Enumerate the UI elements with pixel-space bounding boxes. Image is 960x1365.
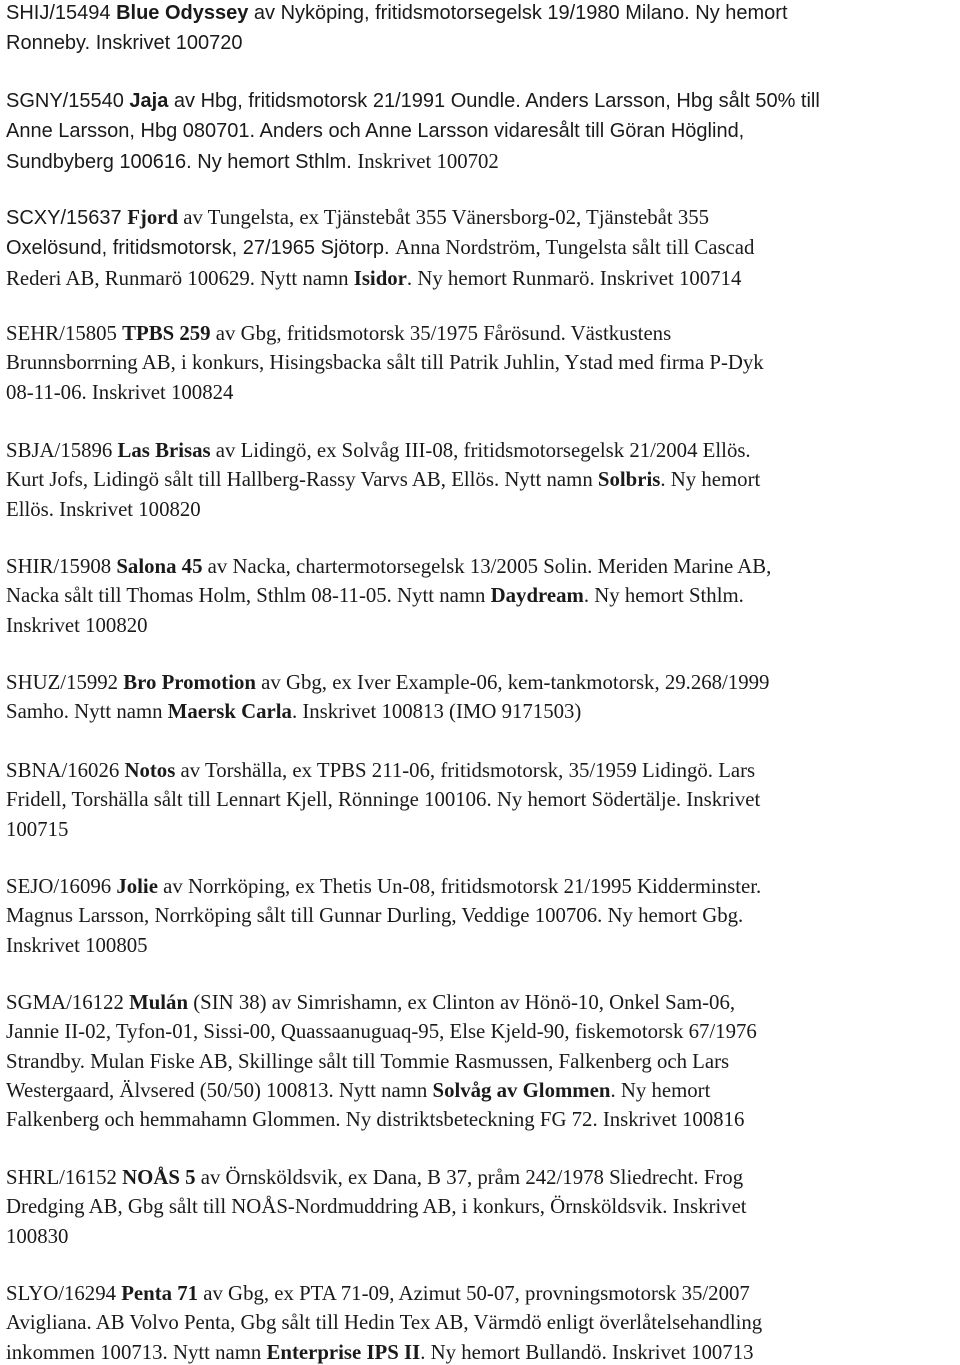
vessel-name: Maersk Carla bbox=[167, 700, 292, 724]
entry-text: SEHR/15805 bbox=[6, 322, 123, 345]
vessel-name: Las Brisas bbox=[117, 439, 211, 462]
vessel-name: NOÅS 5 bbox=[122, 1166, 196, 1189]
register-entry bbox=[6, 988, 956, 1134]
entry-text: . Ny hemort Bullandö. Inskrivet 100713 bbox=[420, 1340, 754, 1364]
entry-text: Ellös. Inskrivet 100820 bbox=[6, 497, 201, 521]
entry-line bbox=[6, 203, 956, 233]
entry-text: av Gbg, ex Iver Example-06, kem-tankmotorsk, 29.268/1999 bbox=[255, 671, 770, 694]
vessel-name: Fjord bbox=[127, 206, 179, 229]
entry-line bbox=[6, 319, 956, 348]
entry-line bbox=[6, 1192, 956, 1221]
entry-text: . Ny hemort bbox=[610, 1078, 711, 1102]
entry-line bbox=[6, 378, 956, 407]
register-entry bbox=[6, 756, 956, 844]
entry-text: SBNA/16026 bbox=[6, 759, 125, 782]
vessel-name: Enterprise IPS II bbox=[266, 1340, 421, 1364]
entry-text: SBJA/15896 bbox=[6, 439, 118, 462]
vessel-name: Mulán bbox=[129, 991, 189, 1014]
entry-line bbox=[6, 931, 956, 960]
entry-text: SEJO/16096 bbox=[6, 875, 117, 898]
entry-text: 100715 bbox=[6, 817, 69, 841]
register-entry bbox=[6, 552, 956, 640]
entry-text: 08-11-06. Inskrivet 100824 bbox=[6, 380, 234, 404]
entry-line bbox=[6, 611, 956, 640]
entry-line bbox=[6, 1222, 956, 1251]
entry-text: Brunnsborrning AB, i konkurs, Hisingsbacka sålt till Patrik Juhlin, Ystad med firma P-Dyk bbox=[6, 351, 764, 375]
entry-text: av Tungelsta, ex Tjänstebåt 355 Vänersborg-02, Tjänstebåt 355 bbox=[178, 206, 710, 229]
vessel-name: Notos bbox=[124, 759, 176, 782]
entry-text: Kurt Jofs, Lidingö sålt till Hallberg-Rassy Varvs AB, Ellös. Nytt namn bbox=[6, 468, 598, 492]
register-entry bbox=[6, 1163, 956, 1251]
entry-text: Nacka sålt till Thomas Holm, Sthlm 08-11-05. Nytt namn bbox=[6, 584, 491, 608]
entry-line bbox=[6, 1279, 956, 1308]
entry-line bbox=[6, 28, 956, 58]
entry-text: av Örnsköldsvik, ex Dana, B 37, pråm 242/1978 Sliedrecht. Frog bbox=[195, 1166, 744, 1189]
entry-line bbox=[6, 116, 956, 146]
entry-line bbox=[6, 436, 956, 465]
register-entry bbox=[6, 319, 956, 407]
entry-text: Falkenberg och hemmahamn Glommen. Ny distriktsbeteckning FG 72. Inskrivet 100816 bbox=[6, 1108, 745, 1132]
entry-line bbox=[6, 495, 956, 524]
entry-text: Jannie II-02, Tyfon-01, Sissi-00, Quassaanuguaq-95, Else Kjeld-90, fiskemotorsk 67/1976 bbox=[6, 1020, 757, 1044]
entry-line bbox=[6, 1017, 956, 1046]
vessel-name: Blue Odyssey bbox=[116, 2, 249, 24]
entry-text: av Nacka, chartermotorsegelsk 13/2005 Solin. Meriden Marine AB, bbox=[202, 555, 772, 578]
entry-text: Ronneby. Inskrivet 100720 bbox=[6, 32, 243, 55]
entry-text: av Gbg, ex PTA 71-09, Azimut 50-07, provningsmotorsk 35/2007 bbox=[198, 1282, 750, 1305]
entry-line bbox=[6, 872, 956, 901]
register-entry bbox=[6, 668, 956, 727]
entry-text: Rederi AB, Runmarö 100629. Nytt namn bbox=[6, 266, 354, 290]
entry-text: SHIR/15908 bbox=[6, 555, 117, 578]
entry-text: (SIN 38) av Simrishamn, ex Clinton av Hönö-10, Onkel Sam-06, bbox=[188, 991, 736, 1014]
entry-text: Dredging AB, Gbg sålt till NOÅS-Nordmuddring AB, i konkurs, Örnsköldsvik. Inskrivet bbox=[6, 1195, 747, 1219]
entry-line bbox=[6, 668, 956, 697]
entry-line bbox=[6, 1047, 956, 1076]
entry-line bbox=[6, 756, 956, 785]
entry-line bbox=[6, 465, 956, 494]
entry-line bbox=[6, 552, 956, 581]
entry-text: . Ny hemort Runmarö. Inskrivet 100714 bbox=[406, 266, 742, 290]
entry-text: Sundbyberg 100616. Ny hemort Sthlm. bbox=[6, 150, 358, 173]
entry-text: . Ny hemort bbox=[660, 468, 761, 492]
entry-line bbox=[6, 1308, 956, 1337]
register-entry bbox=[6, 1279, 956, 1365]
entry-text: av Torshälla, ex TPBS 211-06, fritidsmotorsk, 35/1959 Lidingö. Lars bbox=[175, 759, 756, 782]
entry-text: . Ny hemort Sthlm. bbox=[583, 584, 744, 608]
vessel-name: Solvåg av Glommen bbox=[432, 1078, 611, 1102]
entry-line bbox=[6, 0, 956, 28]
entry-text: Avigliana. AB Volvo Penta, Gbg sålt till Hedin Tex AB, Värmdö enligt överlåtelsehandling bbox=[6, 1311, 763, 1335]
vessel-name: Daydream bbox=[490, 584, 584, 608]
register-entry bbox=[6, 436, 956, 524]
vessel-name: Salona 45 bbox=[116, 555, 203, 578]
register-entry bbox=[6, 86, 956, 177]
entry-line bbox=[6, 901, 956, 930]
vessel-name: TPBS 259 bbox=[122, 322, 211, 345]
entry-text: av Norrköping, ex Thetis Un-08, fritidsmotorsk 21/1995 Kidderminster. bbox=[157, 875, 762, 898]
entry-text: SGNY/15540 bbox=[6, 90, 130, 112]
entry-text: Inskrivet 100820 bbox=[6, 613, 148, 637]
vessel-name: Jaja bbox=[129, 90, 169, 112]
entry-text: av Lidingö, ex Solvåg III-08, fritidsmotorsegelsk 21/2004 Ellös. bbox=[210, 439, 751, 462]
entry-text: SCXY/15637 bbox=[6, 207, 128, 229]
entry-line bbox=[6, 988, 956, 1017]
vessel-name: Solbris bbox=[597, 468, 661, 492]
entry-text: SHRL/16152 bbox=[6, 1166, 123, 1189]
entry-line bbox=[6, 581, 956, 610]
entry-text: Westergaard, Älvsered (50/50) 100813. Nytt namn bbox=[6, 1078, 433, 1102]
register-entry bbox=[6, 203, 956, 293]
entry-text: Fridell, Torshälla sålt till Lennart Kjell, Rönninge 100106. Ny hemort Södertälje. Inskrivet bbox=[6, 788, 761, 812]
entry-line bbox=[6, 697, 956, 726]
entry-line bbox=[6, 1105, 956, 1134]
vessel-name: Jolie bbox=[116, 875, 158, 898]
register-entry bbox=[6, 872, 956, 960]
entry-text: Samho. Nytt namn bbox=[6, 700, 168, 724]
entry-text: Inskrivet 100805 bbox=[6, 933, 148, 957]
entry-text: . Inskrivet 100813 (IMO 9171503) bbox=[291, 700, 582, 724]
vessel-name: Bro Promotion bbox=[123, 671, 256, 694]
entry-text: Strandby. Mulan Fiske AB, Skillinge sålt till Tommie Rasmussen, Falkenberg och Lars bbox=[6, 1049, 730, 1073]
entry-line bbox=[6, 233, 956, 263]
entry-text: SGMA/16122 bbox=[6, 991, 130, 1014]
entry-line bbox=[6, 785, 956, 814]
entry-line bbox=[6, 1163, 956, 1192]
entry-line bbox=[6, 348, 956, 377]
entry-text: av Nyköping, fritidsmotorsegelsk 19/1980 Milano. Ny hemort bbox=[248, 2, 788, 24]
entry-text: Magnus Larsson, Norrköping sålt till Gunnar Durling, Veddige 100706. Ny hemort Gbg. bbox=[6, 904, 744, 928]
entry-text: Anna Nordström, Tungelsta sålt till Cascad bbox=[395, 236, 755, 260]
entry-text: 100830 bbox=[6, 1224, 69, 1248]
entry-text: Anne Larsson, Hbg 080701. Anders och Anne Larsson vidaresålt till Göran Höglind, bbox=[6, 120, 745, 143]
vessel-name: Penta 71 bbox=[121, 1282, 199, 1305]
entry-line bbox=[6, 1338, 956, 1365]
entry-text: Inskrivet 100702 bbox=[357, 149, 499, 173]
entry-text: av Hbg, fritidsmotorsk 21/1991 Oundle. Anders Larsson, Hbg sålt 50% till bbox=[168, 90, 820, 112]
entry-text: SHIJ/15494 bbox=[6, 2, 117, 24]
entry-line bbox=[6, 1076, 956, 1105]
entry-line bbox=[6, 147, 956, 177]
entry-text: inkommen 100713. Nytt namn bbox=[6, 1340, 267, 1364]
entry-text: SHUZ/15992 bbox=[6, 671, 124, 694]
entry-text: av Gbg, fritidsmotorsk 35/1975 Fårösund. Västkustens bbox=[210, 322, 672, 345]
entry-line bbox=[6, 86, 956, 116]
vessel-name: Isidor bbox=[353, 266, 407, 290]
entry-line bbox=[6, 815, 956, 844]
entry-text: SLYO/16294 bbox=[6, 1282, 122, 1305]
register-entry bbox=[6, 0, 956, 59]
entry-text: Oxelösund, fritidsmotorsk, 27/1965 Sjötorp. bbox=[6, 237, 396, 260]
entry-line bbox=[6, 264, 956, 293]
